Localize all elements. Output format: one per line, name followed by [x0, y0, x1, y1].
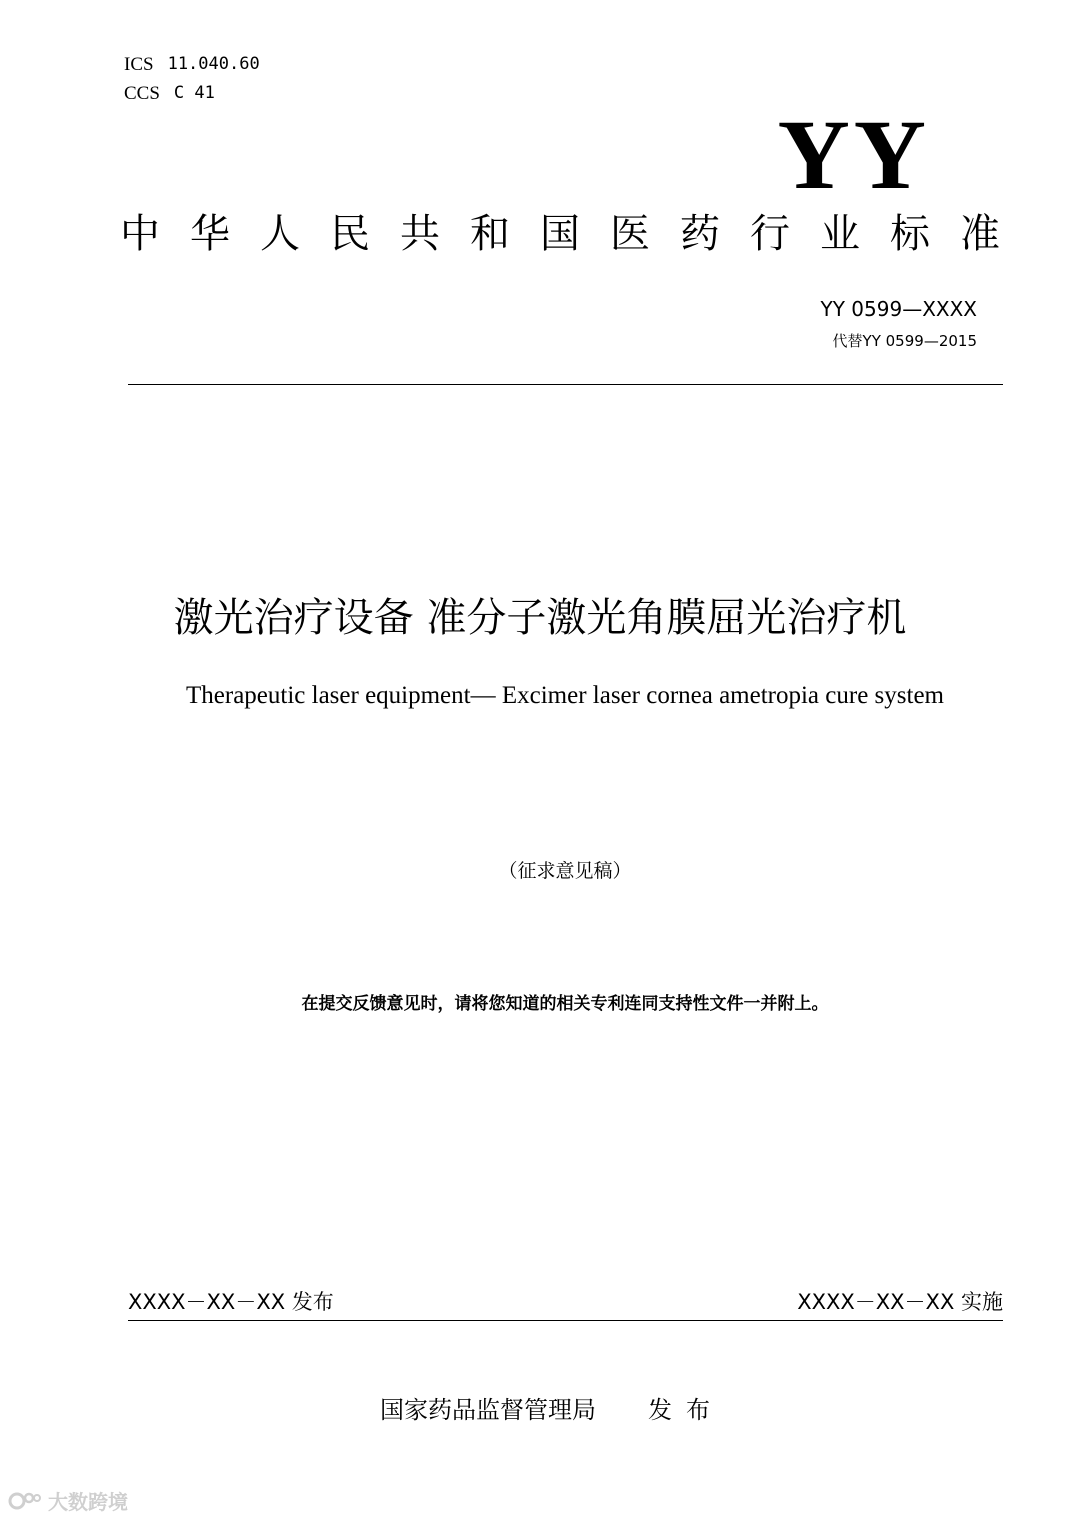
- org-title-char: 华: [190, 211, 230, 257]
- watermark: [8, 1486, 128, 1515]
- org-title-char: 行: [750, 211, 790, 257]
- org-title-char: 国: [540, 211, 580, 257]
- org-title-char: 共: [400, 211, 440, 257]
- publish-date: XXXX－XX－XX 发布: [128, 1290, 334, 1314]
- ccs-label: CCS: [124, 83, 160, 104]
- brand-logo-icon: [8, 1490, 42, 1512]
- org-title-char: 业: [820, 211, 860, 257]
- org-title-char: 中: [120, 211, 160, 257]
- document-title-cn: 激光治疗设备 准分子激光角膜屈光治疗机: [173, 595, 907, 641]
- issuer-action: 发布: [648, 1396, 724, 1424]
- org-title-char: 民: [330, 211, 370, 257]
- ics-code: 11.040.60: [167, 54, 260, 74]
- ics-label: ICS: [124, 54, 154, 75]
- replaces-standard: 代替YY 0599—2015: [832, 332, 977, 350]
- issuer-line: [380, 1392, 724, 1428]
- ccs-code: C 41: [173, 83, 215, 103]
- classification-block: [124, 50, 260, 108]
- org-title-char: 药: [680, 211, 720, 257]
- draft-status: （征求意见稿）: [498, 860, 632, 882]
- org-title-char: 准: [960, 211, 1000, 257]
- yy-logo: YY: [777, 99, 930, 210]
- org-title-char: 和: [470, 211, 510, 257]
- document-title-en: Therapeutic laser equipment— Excimer laser cornea ametropia cure system: [186, 682, 944, 709]
- ics-row: [124, 50, 260, 79]
- header-divider: [128, 384, 1003, 385]
- patent-notice: 在提交反馈意见时，请将您知道的相关专利连同支持性文件一并附上。: [301, 994, 829, 1014]
- issuer-name: 国家药品监督管理局: [380, 1396, 596, 1424]
- ccs-row: [124, 79, 260, 108]
- org-title: [120, 204, 1000, 264]
- implement-date: XXXX－XX－XX 实施: [797, 1290, 1003, 1314]
- footer-divider: [128, 1320, 1003, 1321]
- standard-number: YY 0599—XXXX: [820, 297, 977, 321]
- org-title-char: 标: [890, 211, 930, 257]
- org-title-char: 人: [260, 211, 300, 257]
- watermark-text: 大数跨境: [48, 1490, 128, 1514]
- org-title-char: 医: [610, 211, 650, 257]
